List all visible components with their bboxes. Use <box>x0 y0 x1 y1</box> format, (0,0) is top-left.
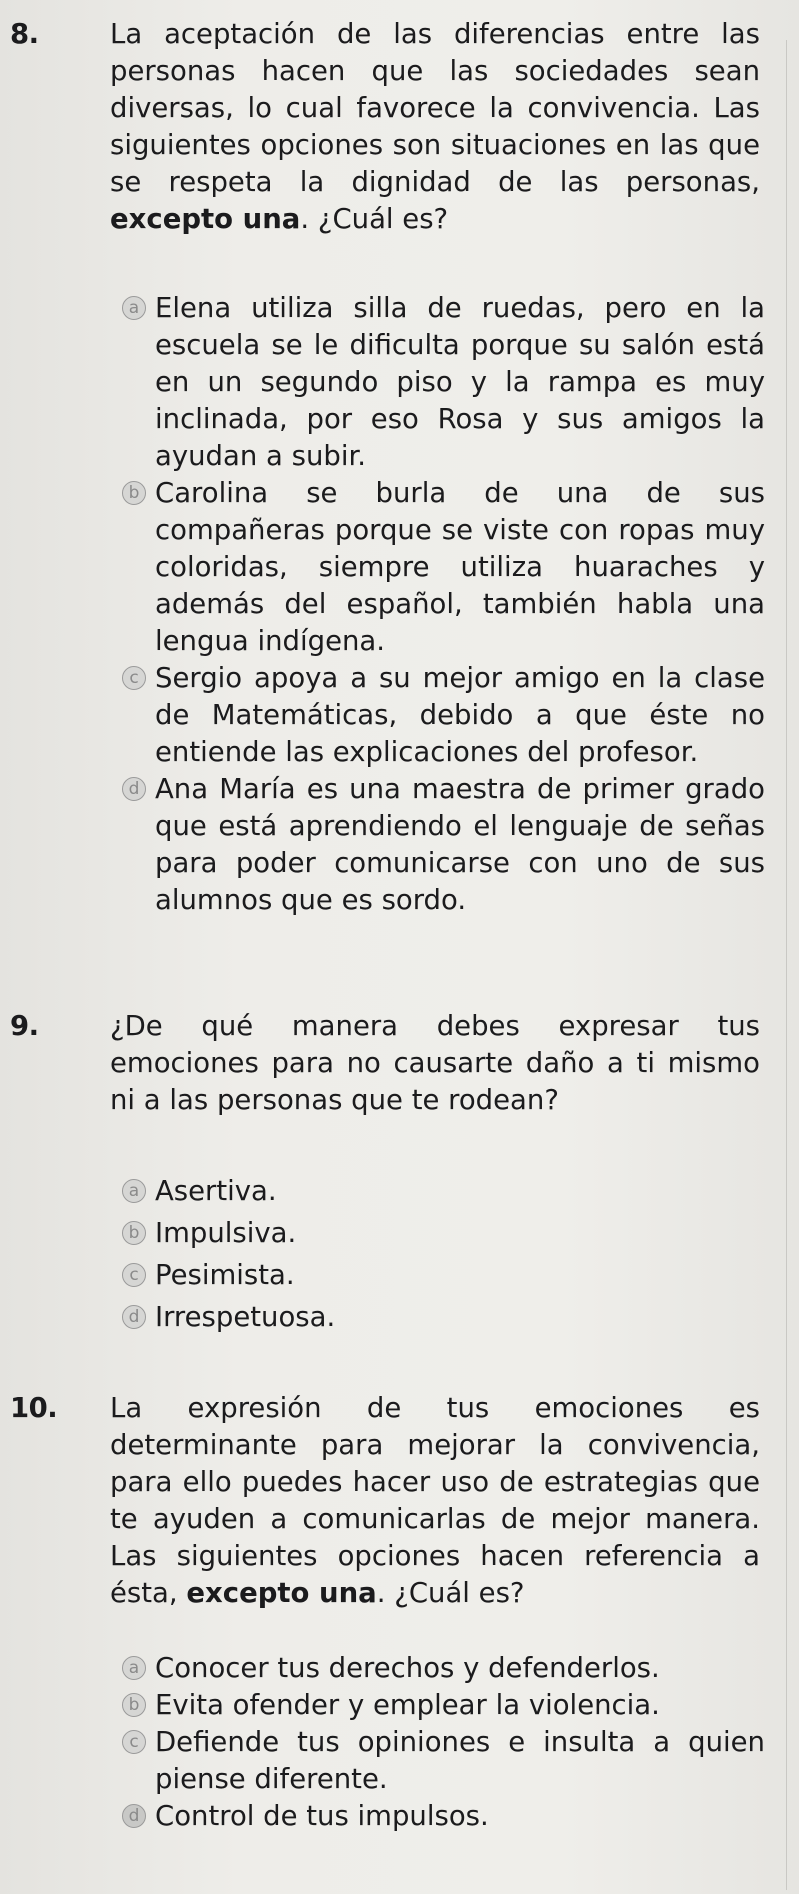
option-c[interactable] <box>129 660 765 771</box>
option-letter-badge: b <box>122 481 146 505</box>
question-text-end: . ¿Cuál es? <box>376 1577 525 1609</box>
option-letter-badge: c <box>122 666 146 690</box>
option-letter-badge: d <box>122 1305 146 1329</box>
question-8 <box>10 16 760 238</box>
option-text: Impulsiva. <box>155 1217 297 1249</box>
option-d[interactable] <box>128 1296 765 1338</box>
option-letter-badge: d <box>122 1804 146 1828</box>
option-c[interactable] <box>129 1254 765 1296</box>
option-text: Conocer tus derechos y defenderlos. <box>155 1652 660 1684</box>
option-c[interactable] <box>129 1724 765 1798</box>
option-letter-badge: b <box>122 1221 146 1245</box>
option-a[interactable] <box>128 290 765 475</box>
option-text: Carolina se burla de una de sus compañeras porque se viste con ropas muy coloridas, siempre utiliza huaraches y además del español, también habla una lengua indígena. <box>155 477 765 657</box>
option-b[interactable] <box>128 1687 765 1724</box>
question-text-start: La aceptación de las diferencias entre las personas hacen que las sociedades sean diversas, lo cual favorece la convivencia. Las siguientes opciones son situaciones en las que se respeta la dignidad de las personas, <box>110 18 760 198</box>
question-9 <box>10 1008 760 1119</box>
question-9-options <box>128 1170 765 1338</box>
question-10 <box>10 1390 760 1612</box>
question-text: ¿De qué manera debes expresar tus emociones para no causarte daño a ti mismo ni a las personas que te rodean? <box>110 1010 760 1116</box>
option-b[interactable] <box>128 1212 765 1254</box>
option-letter-badge: b <box>122 1693 146 1717</box>
question-10-options <box>128 1650 765 1835</box>
question-number: 10. <box>10 1392 58 1424</box>
option-a[interactable] <box>128 1170 765 1212</box>
option-letter-badge: c <box>122 1263 146 1287</box>
question-number: 9. <box>10 1010 39 1042</box>
option-text: Evita ofender y emplear la violencia. <box>155 1689 660 1721</box>
question-text-start: La expresión de tus emociones es determinante para mejorar la convivencia, para ello puedes hacer uso de estrategias que te ayuden a comunicarlas de mejor manera. Las siguientes opciones hacen referencia a ésta, <box>110 1392 760 1609</box>
option-letter-badge: a <box>122 296 146 320</box>
option-d[interactable] <box>128 1798 765 1835</box>
question-text <box>110 1392 760 1609</box>
option-letter-badge: d <box>122 777 146 801</box>
question-emphasis: excepto una <box>186 1577 377 1609</box>
option-letter-badge: c <box>122 1730 146 1754</box>
option-text: Control de tus impulsos. <box>155 1800 489 1832</box>
option-text: Sergio apoya a su mejor amigo en la clase de Matemáticas, debido a que éste no entiende las explicaciones del profesor. <box>155 662 765 768</box>
option-text: Irrespetuosa. <box>155 1301 336 1333</box>
option-text: Asertiva. <box>155 1175 277 1207</box>
option-text: Defiende tus opiniones e insulta a quien piense diferente. <box>155 1726 765 1795</box>
option-letter-badge: a <box>122 1179 146 1203</box>
question-number: 8. <box>10 18 39 50</box>
question-8-options <box>128 290 765 919</box>
page-edge-line <box>786 40 787 1890</box>
question-emphasis: excepto una <box>110 203 301 235</box>
option-a[interactable] <box>128 1650 765 1687</box>
option-text: Elena utiliza silla de ruedas, pero en la escuela se le dificulta porque su salón está en un segundo piso y la rampa es muy inclinada, por eso Rosa y sus amigos la ayudan a subir. <box>155 292 765 472</box>
option-d[interactable] <box>128 771 765 919</box>
option-b[interactable] <box>128 475 765 660</box>
option-letter-badge: a <box>122 1656 146 1680</box>
question-text <box>110 18 760 235</box>
question-text-end: . ¿Cuál es? <box>300 203 449 235</box>
option-text: Ana María es una maestra de primer grado que está aprendiendo el lenguaje de señas para poder comunicarse con uno de sus alumnos que es sordo. <box>155 773 765 916</box>
option-text: Pesimista. <box>155 1259 295 1291</box>
